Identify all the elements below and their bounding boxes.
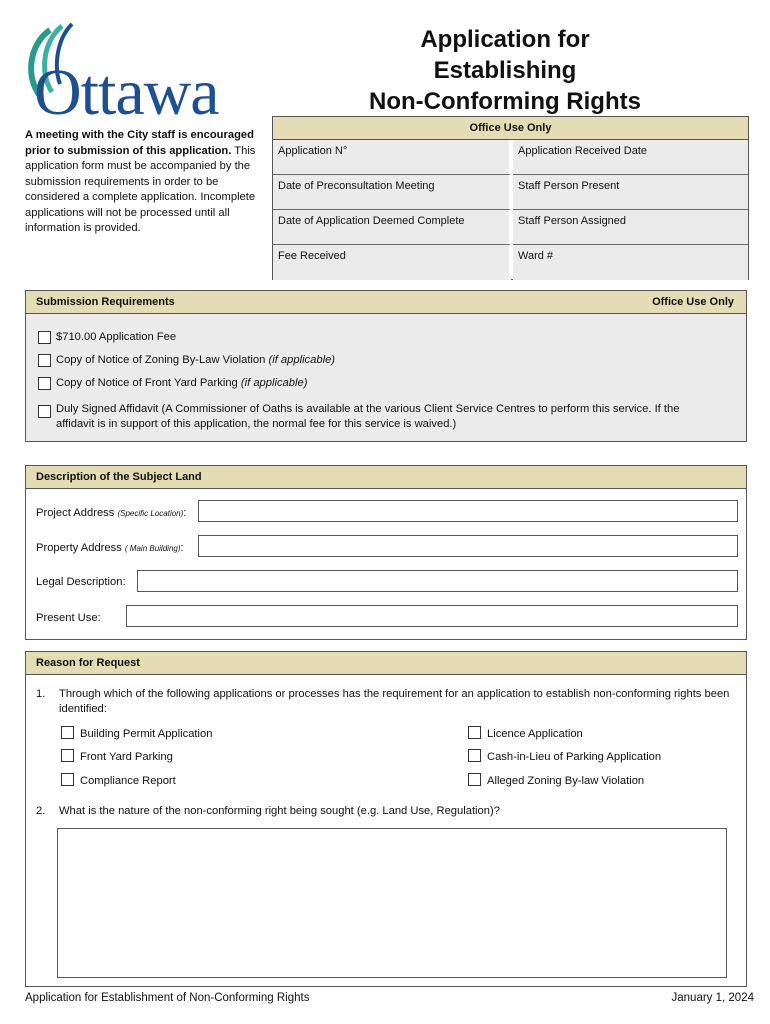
option-building-permit[interactable]: Building Permit Application bbox=[61, 726, 212, 740]
legal-description-label: Legal Description: bbox=[36, 576, 126, 588]
deemed-complete-date-cell[interactable]: Date of Application Deemed Complete bbox=[273, 210, 511, 245]
licence-application-checkbox[interactable] bbox=[468, 726, 481, 739]
page-title: Application for Establishing Non-Conforming Rights bbox=[369, 26, 641, 115]
cash-in-lieu-checkbox[interactable] bbox=[468, 749, 481, 762]
building-permit-checkbox[interactable] bbox=[61, 726, 74, 739]
option-front-yard-parking[interactable]: Front Yard Parking bbox=[61, 749, 173, 763]
front-yard-parking-notice-checkbox[interactable] bbox=[38, 377, 51, 390]
option-cash-in-lieu-parking[interactable]: Cash-in-Lieu of Parking Application bbox=[468, 749, 661, 763]
zoning-violation-checkbox[interactable] bbox=[468, 773, 481, 786]
submission-requirements-heading: Submission Requirements Office Use Only bbox=[26, 291, 746, 314]
ottawa-logo bbox=[20, 20, 270, 120]
submission-requirements-panel: Submission Requirements Office Use Only $710.00 Application Fee Copy of Notice of Zoning By-Law Violation (if applicable) Copy of Notice of Front Yard Parking (if applicable) Duly Signed Affidavit (A Commissioner of Oaths is available at the various Client Service Centres to perform this service. If the affidavit is in support of this application, the normal fee for this service is waived.) bbox=[25, 290, 747, 442]
compliance-report-checkbox[interactable] bbox=[61, 773, 74, 786]
application-fee-checkbox[interactable] bbox=[38, 331, 51, 344]
project-address-input[interactable] bbox=[198, 500, 738, 522]
property-address-input[interactable] bbox=[198, 535, 738, 557]
preconsultation-date-cell[interactable]: Date of Preconsultation Meeting bbox=[273, 175, 511, 210]
present-use-input[interactable] bbox=[126, 605, 738, 627]
fee-received-cell[interactable]: Fee Received bbox=[273, 245, 511, 280]
non-conforming-right-textarea[interactable] bbox=[57, 828, 727, 978]
question-2-number: 2. bbox=[36, 805, 46, 817]
front-yard-parking-checkbox[interactable] bbox=[61, 749, 74, 762]
question-1-number: 1. bbox=[36, 688, 46, 700]
footer-document-title: Application for Establishment of Non-Conforming Rights bbox=[25, 992, 310, 1004]
zoning-violation-notice-checkbox[interactable] bbox=[38, 354, 51, 367]
reason-for-request-panel bbox=[25, 651, 747, 987]
question-2-text: What is the nature of the non-conforming right being sought (e.g. Land Use, Regulation)? bbox=[59, 805, 500, 817]
reason-heading: Reason for Request bbox=[26, 652, 746, 675]
property-address-label: Property Address ( Main Building): bbox=[36, 542, 184, 554]
intro-paragraph: A meeting with the City staff is encouraged prior to submission of this application. This application form must be accompanied by the submission requirements in order to be considered a complete application. Incomplete applications will not be processed until all information is provided. bbox=[25, 129, 256, 234]
question-1-text: Through which of the following applications or processes has the requirement for an application to establish non-conforming rights been identified: bbox=[59, 688, 730, 715]
legal-description-input[interactable] bbox=[137, 570, 738, 592]
svg-text:Ottawa: Ottawa bbox=[34, 56, 219, 120]
present-use-label: Present Use: bbox=[36, 612, 101, 624]
option-zoning-violation[interactable]: Alleged Zoning By-law Violation bbox=[468, 773, 644, 787]
staff-person-assigned-cell[interactable]: Staff Person Assigned bbox=[513, 210, 748, 245]
footer-date: January 1, 2024 bbox=[671, 992, 754, 1004]
project-address-label: Project Address (Specific Location): bbox=[36, 507, 187, 519]
application-received-date-cell[interactable]: Application Received Date bbox=[513, 140, 748, 175]
office-use-table bbox=[272, 116, 749, 280]
application-number-cell[interactable]: Application N° bbox=[273, 140, 511, 175]
subject-land-panel bbox=[25, 465, 747, 640]
signed-affidavit-checkbox[interactable] bbox=[38, 405, 51, 418]
option-compliance-report[interactable]: Compliance Report bbox=[61, 773, 176, 787]
office-use-heading: Office Use Only bbox=[273, 117, 748, 140]
staff-person-present-cell[interactable]: Staff Person Present bbox=[513, 175, 748, 210]
ward-number-cell[interactable]: Ward # bbox=[513, 245, 748, 280]
option-licence-application[interactable]: Licence Application bbox=[468, 726, 583, 740]
subject-land-heading: Description of the Subject Land bbox=[26, 466, 746, 489]
